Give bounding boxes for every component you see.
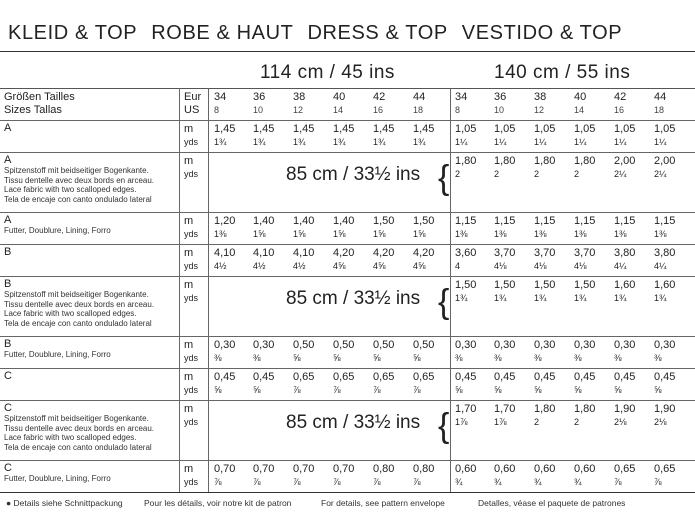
meters-value: 0,30 [494,339,516,351]
yards-value: 1⅜ [494,229,507,239]
meters-value: 0,65 [654,463,676,475]
meters-value: 1,05 [494,123,516,135]
meters-value: 0,45 [534,371,556,383]
eur-size: 40 [574,91,587,103]
yards-value: 2 [455,169,461,179]
yards-value: 1¾ [413,137,426,147]
unit-m: m [184,371,194,383]
yards-value: 4½ [253,261,266,271]
yards-value: 1⅝ [333,229,346,239]
yards-value: 1⅝ [293,229,306,239]
eur-size: 38 [293,91,306,103]
yards-value: ⅞ [214,477,222,487]
meters-value: 1,60 [614,279,636,291]
yards-value: 2¼ [614,169,627,179]
rule-row [0,212,695,213]
width-label-114: 114 cm / 45 ins [260,62,395,83]
yards-value: ¾ [494,477,502,487]
yards-value: 1¼ [574,137,587,147]
meters-value: 4,20 [413,247,435,259]
yards-value: 2¼ [654,169,667,179]
meters-value: 3,60 [455,247,477,259]
yards-value: 1¼ [534,137,547,147]
meters-value: 0,30 [654,339,676,351]
unit-m: m [184,247,194,259]
meters-value: 1,50 [455,279,477,291]
yards-value: ⅝ [654,385,662,395]
row-sublabel: Lace fabric with two scalloped edges. [4,433,137,442]
brace-icon: { [438,283,450,321]
unit-yds: yds [184,353,199,363]
yards-value: 4 [455,261,461,271]
meters-value: 0,45 [574,371,596,383]
yards-value: 4½ [293,261,306,271]
column-divider [208,88,209,492]
yards-value: 1¼ [494,137,507,147]
unit-yds: yds [184,293,199,303]
meters-value: 1,45 [413,123,435,135]
rule-row [0,492,695,493]
row-sublabel: Futter, Doublure, Lining, Forro [4,350,111,359]
meters-value: 4,20 [333,247,355,259]
yards-value: 4¼ [614,261,627,271]
meters-value: 4,10 [293,247,315,259]
meters-value: 3,70 [534,247,556,259]
yards-value: 1⅜ [534,229,547,239]
us-size: 14 [574,105,585,115]
meters-value: 1,80 [574,403,596,415]
meters-value: 1,50 [534,279,556,291]
title-row [8,22,636,45]
yards-value: ⅝ [455,385,463,395]
yards-value: 1¾ [333,137,346,147]
meters-value: 1,05 [654,123,676,135]
yards-value: 1¾ [253,137,266,147]
meters-value: 1,45 [214,123,236,135]
meters-value: 1,80 [534,155,556,167]
yards-value: 2 [494,169,500,179]
unit-m: m [184,463,194,475]
yards-value: ⅜ [455,353,463,363]
yards-value: 1⅝ [253,229,266,239]
unit-m: m [184,155,194,167]
meters-value: 0,80 [373,463,395,475]
yards-value: 1¾ [614,293,627,303]
rule-row [0,400,695,401]
rule-top [0,51,695,52]
us-size: 12 [534,105,545,115]
meters-value: 1,05 [534,123,556,135]
yards-value: ⅞ [654,477,662,487]
meters-value: 0,70 [333,463,355,475]
rule-row [0,460,695,461]
eur-size: 34 [455,91,468,103]
meters-value: 0,65 [373,371,395,383]
yards-value: 1⅜ [614,229,627,239]
meters-value: 1,45 [373,123,395,135]
meters-value: 1,90 [654,403,676,415]
us-size: 18 [413,105,424,115]
row-sublabel: Tela de encaje con canto ondulado lateral [4,318,152,328]
yards-value: 4⅛ [574,261,587,271]
us-size: 8 [214,105,220,115]
meters-value: 0,45 [253,371,275,383]
rule-row [0,244,695,245]
meters-value: 1,15 [614,215,636,227]
meters-value: 1,70 [494,403,516,415]
meters-value: 0,70 [293,463,315,475]
row-label: B [4,278,12,290]
yards-value: ⅜ [574,353,582,363]
meters-value: 0,50 [413,339,435,351]
unit-yds: yds [184,137,199,147]
us-size: 18 [654,105,665,115]
meters-value: 1,80 [534,403,556,415]
header-us: US [184,104,200,116]
meters-value: 0,50 [373,339,395,351]
yards-value: ⅞ [413,385,421,395]
rule-header [0,88,695,89]
meters-value: 0,30 [534,339,556,351]
yards-value: ⅜ [534,353,542,363]
meters-value: 1,15 [654,215,676,227]
yards-value: ⅞ [614,477,622,487]
meters-value: 1,15 [494,215,516,227]
row-sublabel: Spitzenstoff mit beidseitiger Bogenkante. [4,414,149,423]
meters-value: 4,20 [373,247,395,259]
yards-value: 2⅛ [614,417,627,427]
meters-value: 0,60 [494,463,516,475]
yards-value: 1⅝ [373,229,386,239]
footer-note: For details, see pattern envelope [321,498,445,508]
yards-value: ⅝ [574,385,582,395]
meters-value: 3,70 [494,247,516,259]
yards-value: 4⅝ [333,261,346,271]
lace-width-label: 85 cm / 33½ ins [286,164,421,185]
unit-yds: yds [184,417,199,427]
meters-value: 3,70 [574,247,596,259]
us-size: 12 [293,105,304,115]
yards-value: ⅝ [214,385,222,395]
column-divider [450,88,451,492]
meters-value: 1,20 [214,215,236,227]
us-size: 14 [333,105,344,115]
row-label: B [4,338,12,350]
meters-value: 3,80 [654,247,676,259]
meters-value: 1,45 [333,123,355,135]
lace-width-label: 85 cm / 33½ ins [286,412,421,433]
row-sublabel: Tissu dentelle avec deux bords en arceau. [4,423,155,433]
yards-value: ⅞ [373,385,381,395]
yards-value: 1¾ [654,293,667,303]
unit-m: m [184,215,194,227]
unit-yds: yds [184,385,199,395]
meters-value: 2,00 [614,155,636,167]
meters-value: 0,45 [214,371,236,383]
row-sublabel: Tissu dentelle avec deux bords en arceau. [4,299,155,309]
yards-value: 4⅛ [494,261,507,271]
eur-size: 34 [214,91,227,103]
meters-value: 0,65 [293,371,315,383]
yards-value: 1⅞ [494,417,507,427]
meters-value: 1,80 [574,155,596,167]
row-sublabel: Spitzenstoff mit beidseitiger Bogenkante. [4,290,149,299]
meters-value: 1,70 [455,403,477,415]
meters-value: 1,15 [534,215,556,227]
yards-value: 2 [574,169,580,179]
unit-m: m [184,123,194,135]
meters-value: 0,70 [253,463,275,475]
yards-value: 1¾ [455,293,468,303]
yards-value: ⅝ [413,353,421,363]
us-size: 10 [494,105,505,115]
meters-value: 0,60 [455,463,477,475]
row-label: A [4,122,12,134]
yards-value: ¾ [534,477,542,487]
yards-value: 4½ [214,261,227,271]
meters-value: 0,30 [253,339,275,351]
meters-value: 0,60 [574,463,596,475]
eur-size: 42 [373,91,386,103]
yards-value: 2 [574,417,580,427]
row-sublabel: Futter, Doublure, Lining, Forro [4,226,111,235]
meters-value: 1,50 [373,215,395,227]
column-divider [179,88,180,492]
row-sublabel: Tissu dentelle avec deux bords en arceau. [4,175,155,185]
yards-value: 1¾ [293,137,306,147]
yards-value: 1¼ [455,137,468,147]
meters-value: 1,15 [574,215,596,227]
yards-value: ⅞ [333,477,341,487]
yards-value: ⅝ [614,385,622,395]
yards-value: 1⅜ [455,229,468,239]
yards-value: 1⅜ [574,229,587,239]
eur-size: 44 [413,91,426,103]
row-sublabel: Lace fabric with two scalloped edges. [4,309,137,318]
rule-row [0,120,695,121]
rule-row [0,152,695,153]
meters-value: 0,30 [574,339,596,351]
yards-value: ⅞ [293,385,301,395]
yards-value: ⅝ [333,353,341,363]
row-sublabel: Tela de encaje con canto ondulado lateral [4,194,152,204]
meters-value: 1,40 [293,215,315,227]
meters-value: 0,30 [214,339,236,351]
meters-value: 1,80 [455,155,477,167]
meters-value: 0,45 [455,371,477,383]
meters-value: 1,50 [494,279,516,291]
yards-value: ¾ [455,477,463,487]
eur-size: 44 [654,91,667,103]
meters-value: 0,45 [614,371,636,383]
unit-m: m [184,403,194,415]
yards-value: ⅝ [494,385,502,395]
yards-value: ⅝ [373,353,381,363]
yards-value: 2 [534,169,540,179]
meters-value: 0,50 [293,339,315,351]
footer-note: Pour les détails, voir notre kit de patron [144,498,292,508]
yards-value: 2 [534,417,540,427]
yards-value: 1⅜ [654,229,667,239]
yards-value: ⅜ [614,353,622,363]
meters-value: 0,70 [214,463,236,475]
meters-value: 1,50 [574,279,596,291]
meters-value: 4,10 [214,247,236,259]
meters-value: 0,65 [614,463,636,475]
meters-value: 0,65 [333,371,355,383]
yards-value: 4¼ [654,261,667,271]
row-label: C [4,402,12,414]
unit-yds: yds [184,169,199,179]
yards-value: 2⅛ [654,417,667,427]
yards-value: 4⅝ [373,261,386,271]
unit-yds: yds [184,477,199,487]
header-sizes-label-2: Sizes Tallas [4,104,62,116]
eur-size: 42 [614,91,627,103]
yards-value: ⅝ [293,353,301,363]
yards-value: ⅞ [413,477,421,487]
row-sublabel: Spitzenstoff mit beidseitiger Bogenkante. [4,166,149,175]
meters-value: 2,00 [654,155,676,167]
yards-value: 1⅜ [214,229,227,239]
meters-value: 1,15 [455,215,477,227]
yards-value: 1¾ [494,293,507,303]
yards-value: 1⅝ [413,229,426,239]
yards-value: 1¼ [654,137,667,147]
meters-value: 1,05 [614,123,636,135]
yards-value: 1¾ [574,293,587,303]
meters-value: 1,05 [574,123,596,135]
header-sizes-label-1: Größen Tailles [4,91,75,103]
yards-value: ⅞ [253,477,261,487]
footer-note: Detalles, véase el paquete de patrones [478,498,626,508]
eur-size: 36 [494,91,507,103]
yards-value: 1¾ [534,293,547,303]
row-label: C [4,370,12,382]
meters-value: 1,45 [293,123,315,135]
brace-icon: { [438,159,450,197]
us-size: 16 [373,105,384,115]
yards-value: 1¾ [214,137,227,147]
us-size: 10 [253,105,264,115]
yards-value: ⅝ [253,385,261,395]
title-0: KLEID & TOP [8,22,138,44]
meters-value: 1,40 [333,215,355,227]
row-label: C [4,462,12,474]
meters-value: 1,45 [253,123,275,135]
title-3: VESTIDO & TOP [461,22,623,44]
row-label: B [4,246,12,258]
meters-value: 0,30 [614,339,636,351]
eur-size: 40 [333,91,346,103]
header-eur: Eur [184,91,202,103]
rule-row [0,368,695,369]
meters-value: 0,45 [494,371,516,383]
yards-value: ⅜ [214,353,222,363]
title-2: DRESS & TOP [307,22,448,44]
eur-size: 38 [534,91,547,103]
yards-value: ⅜ [253,353,261,363]
meters-value: 0,60 [534,463,556,475]
meters-value: 1,40 [253,215,275,227]
meters-value: 0,30 [455,339,477,351]
rule-row [0,276,695,277]
yards-value: ⅝ [534,385,542,395]
yards-value: 1¾ [373,137,386,147]
row-label: A [4,154,12,166]
us-size: 16 [614,105,625,115]
us-size: 8 [455,105,461,115]
footer-note: ● Details siehe Schnittpackung [6,498,123,508]
meters-value: 0,65 [413,371,435,383]
meters-value: 0,80 [413,463,435,475]
yards-value: ⅜ [494,353,502,363]
meters-value: 1,05 [455,123,477,135]
yards-value: 1¼ [614,137,627,147]
yards-value: ¾ [574,477,582,487]
meters-value: 1,60 [654,279,676,291]
meters-value: 1,90 [614,403,636,415]
eur-size: 36 [253,91,266,103]
rule-row [0,336,695,337]
unit-m: m [184,339,194,351]
meters-value: 0,50 [333,339,355,351]
unit-yds: yds [184,229,199,239]
yards-value: 1⅞ [455,417,468,427]
yards-value: 4⅝ [413,261,426,271]
yards-value: 4⅛ [534,261,547,271]
brace-icon: { [438,407,450,445]
row-sublabel: Lace fabric with two scalloped edges. [4,185,137,194]
meters-value: 1,80 [494,155,516,167]
yards-value: ⅞ [373,477,381,487]
width-label-140: 140 cm / 55 ins [494,62,631,83]
row-sublabel: Futter, Doublure, Lining, Forro [4,474,111,483]
yards-value: ⅞ [293,477,301,487]
lace-width-label: 85 cm / 33½ ins [286,288,421,309]
yards-value: ⅞ [333,385,341,395]
row-label: A [4,214,12,226]
meters-value: 0,45 [654,371,676,383]
unit-m: m [184,279,194,291]
meters-value: 4,10 [253,247,275,259]
unit-yds: yds [184,261,199,271]
meters-value: 3,80 [614,247,636,259]
title-1: ROBE & HAUT [151,22,294,44]
meters-value: 1,50 [413,215,435,227]
row-sublabel: Tela de encaje con canto ondulado lateral [4,442,152,452]
yards-value: ⅜ [654,353,662,363]
